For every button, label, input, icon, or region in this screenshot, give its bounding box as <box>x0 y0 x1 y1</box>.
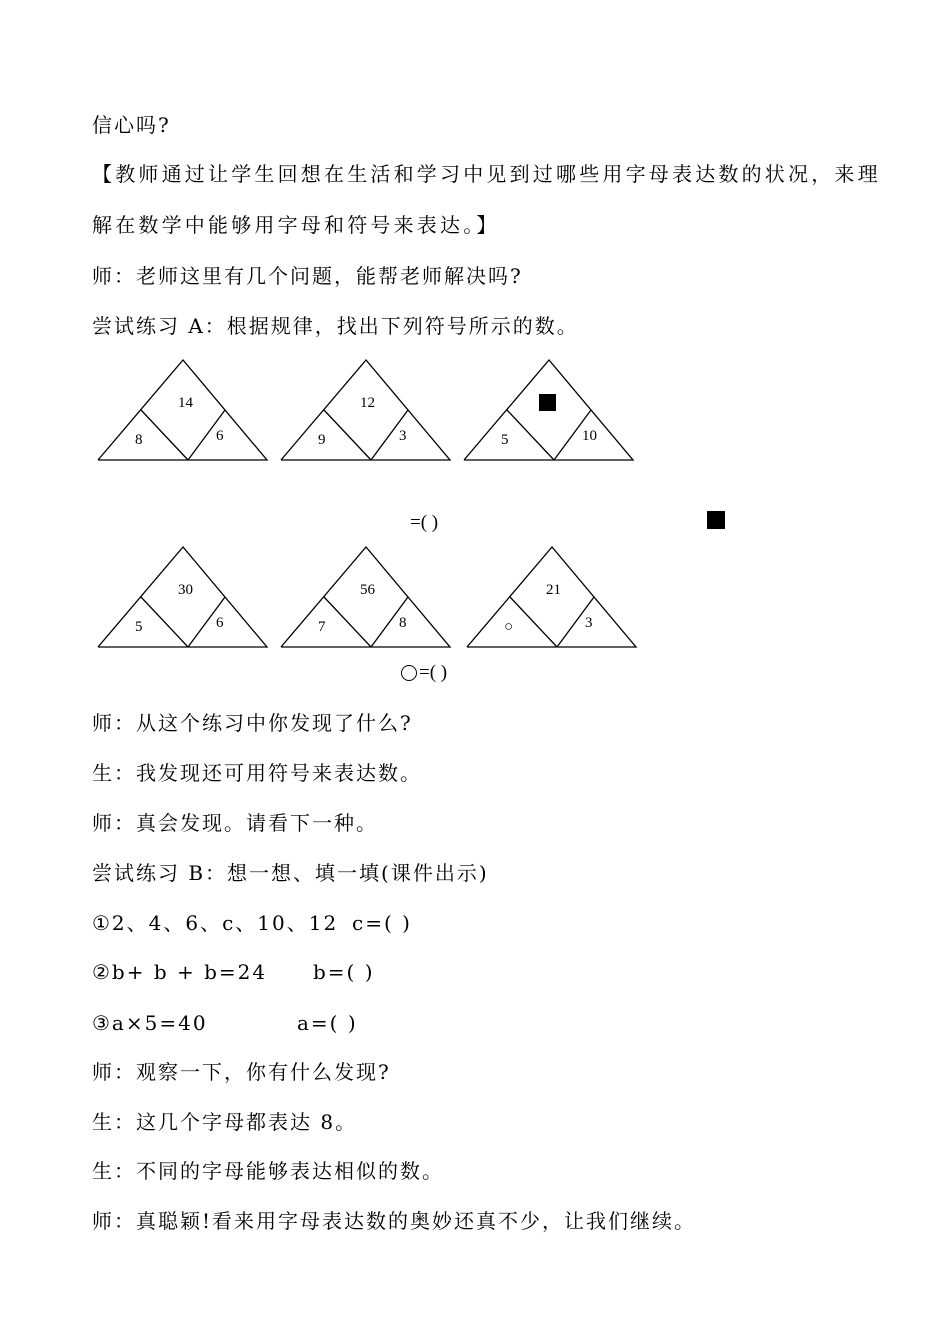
triangle-2-2 <box>281 546 451 649</box>
triangle-top-number: 56 <box>360 582 375 598</box>
triangle-right-number: 6 <box>216 615 224 631</box>
text-line-3: 解在数学中能够用字母和符号来表达。】 <box>92 213 500 237</box>
triangle-left-number: 7 <box>318 619 326 635</box>
triangle-left-number: 5 <box>135 619 143 635</box>
exercise-1: ①2、4、6、c、10、12 <box>92 911 339 935</box>
exercise-3-answer: a=( ) <box>297 1011 358 1035</box>
text-line-5: 尝试练习 A：根据规律，找出下列符号所示的数。 <box>92 314 579 338</box>
black-square-icon <box>707 511 725 529</box>
text-line-6: 师：从这个练习中你发现了什么? <box>92 711 413 735</box>
triangle-2-1 <box>98 546 268 649</box>
triangle-right-number: 10 <box>582 428 597 444</box>
exercise-2-answer: b=( ) <box>313 960 375 984</box>
triangle-2-3 <box>467 546 637 649</box>
triangle-1-3 <box>464 359 634 462</box>
triangle-right-number: 3 <box>399 428 407 444</box>
triangle-top-number: 21 <box>546 582 561 598</box>
triangle-right-number: 8 <box>399 615 407 631</box>
text-line-13: 师：观察一下，你有什么发现? <box>92 1060 391 1084</box>
text-line-16: 师：真聪颖!看来用字母表达数的奥妙还真不少，让我们继续。 <box>92 1209 697 1233</box>
exercise-1-answer: c=( ) <box>352 911 412 935</box>
triangle-1-1 <box>98 359 268 462</box>
text-line-1: 信心吗? <box>92 113 171 137</box>
exercise-3: ③a×5=40 <box>92 1011 208 1035</box>
black-square-symbol <box>539 394 556 411</box>
triangle-left-number: 5 <box>501 432 509 448</box>
text-line-9: 尝试练习 B：想一想、填一填(课件出示) <box>92 861 489 885</box>
circle-answer: =( ) <box>419 662 448 683</box>
triangle-right-number: 6 <box>216 428 224 444</box>
triangle-1-2 <box>281 359 451 462</box>
triangle-top-number: 30 <box>178 582 193 598</box>
circle-icon <box>401 665 417 681</box>
triangle-right-number: 3 <box>585 615 593 631</box>
exercise-2: ②b+ b + b=24 <box>92 960 268 984</box>
text-line-2: 【教师通过让学生回想在生活和学习中见到过哪些用字母表达数的状况，来理 <box>92 162 881 186</box>
triangle-top-number: 12 <box>360 395 375 411</box>
triangle-left-number: 9 <box>318 432 326 448</box>
text-line-4: 师：老师这里有几个问题，能帮老师解决吗? <box>92 264 523 288</box>
square-answer: =( ) <box>410 512 439 533</box>
text-line-15: 生：不同的字母能够表达相似的数。 <box>92 1159 444 1183</box>
triangle-top-number: 14 <box>178 395 193 411</box>
text-line-8: 师：真会发现。请看下一种。 <box>92 811 378 835</box>
triangle-left-number: 8 <box>135 432 143 448</box>
text-line-14: 生：这几个字母都表达 8。 <box>92 1110 358 1134</box>
triangle-left-circle-symbol: ○ <box>504 619 514 635</box>
text-line-7: 生：我发现还可用符号来表达数。 <box>92 761 422 785</box>
